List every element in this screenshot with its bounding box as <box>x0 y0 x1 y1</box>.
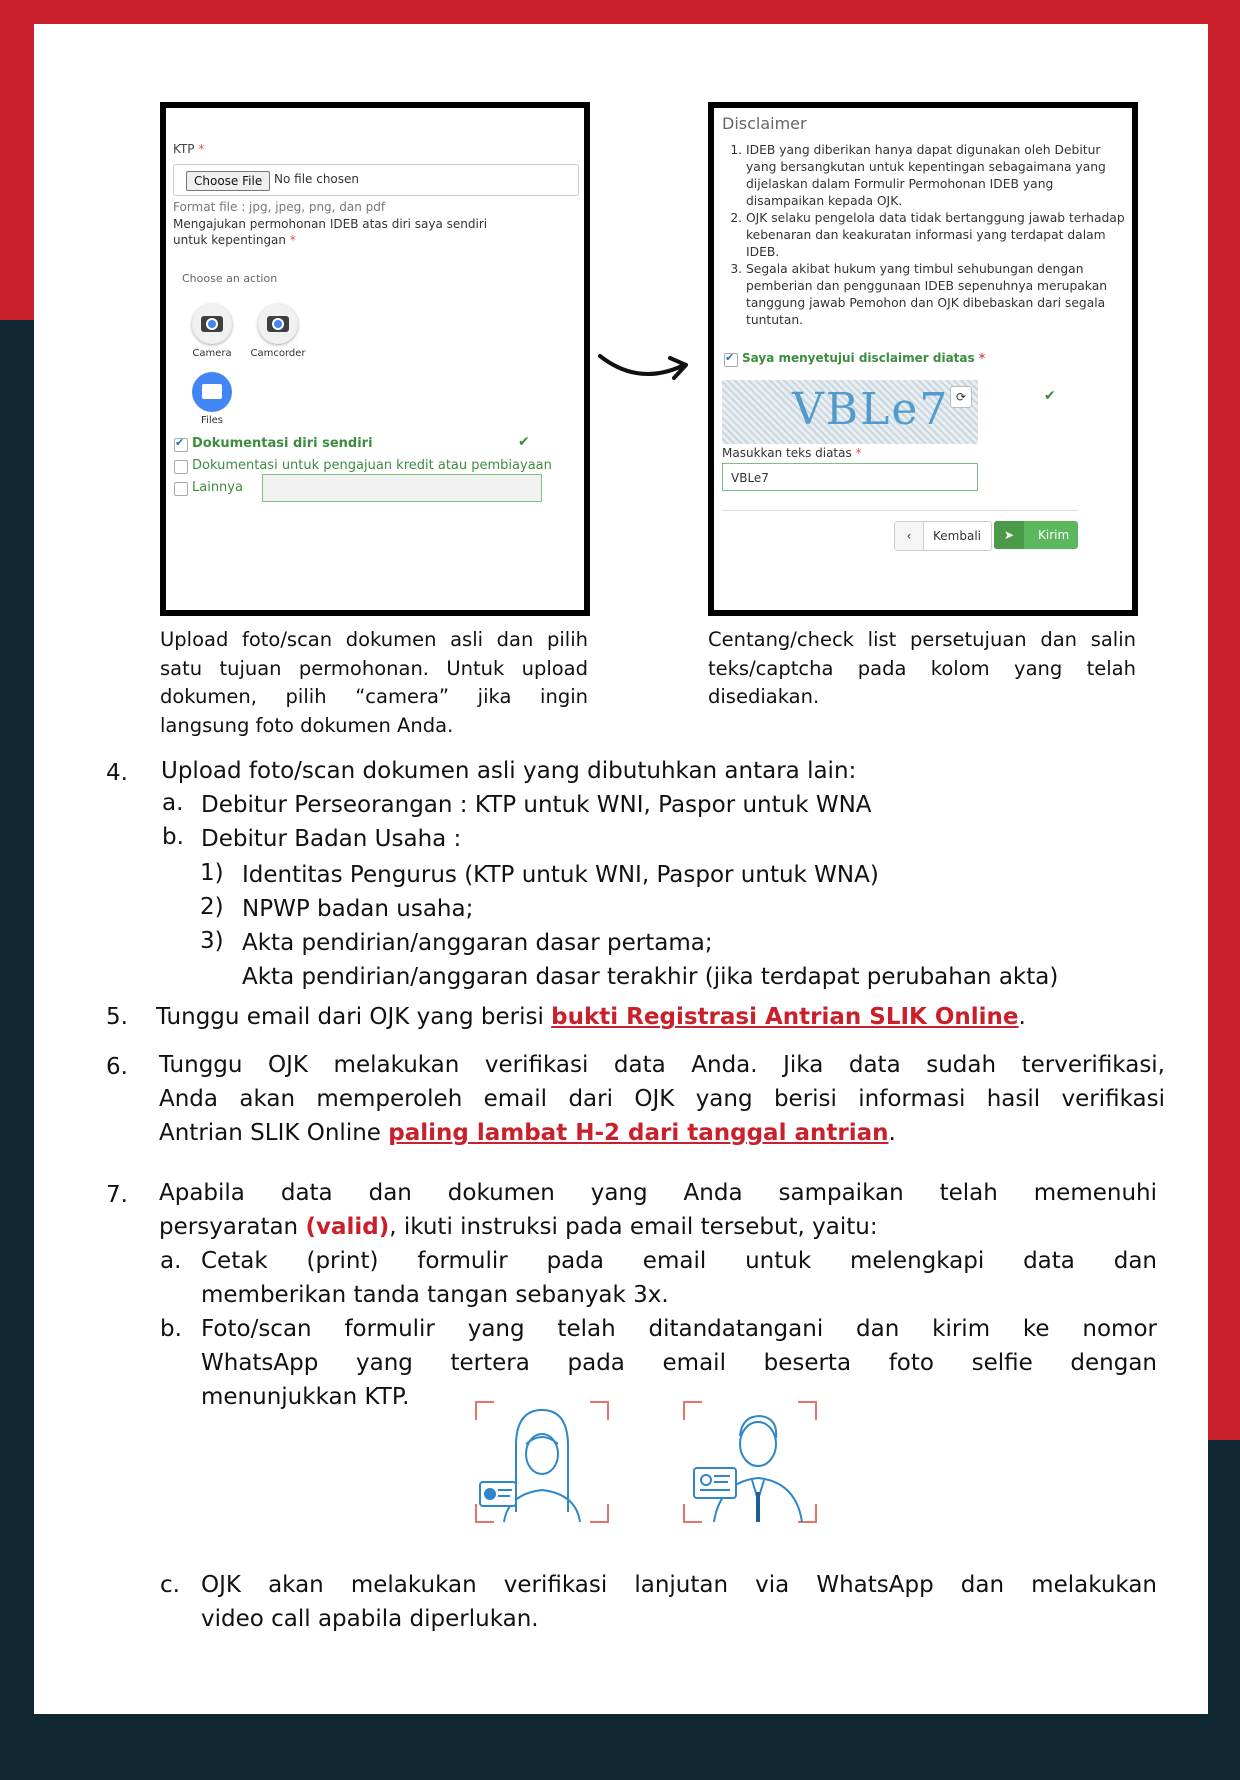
frame-corner-band <box>1208 1440 1240 1780</box>
step6-line2: Anda akan memperoleh email dari OJK yang berisi informasi hasil verifikasi <box>159 1086 1165 1112</box>
list-marker: b. <box>160 1316 182 1342</box>
opt2-label: Dokumentasi untuk pengajuan kredit atau pembiayaan <box>192 458 552 473</box>
other-purpose-input[interactable] <box>262 474 542 502</box>
camera-icon[interactable] <box>192 304 232 344</box>
step-number: 6. <box>106 1054 128 1080</box>
send-label: Kirim <box>1038 528 1070 542</box>
chevron-left-icon: ‹ <box>895 522 924 550</box>
camera-label: Camera <box>192 348 232 359</box>
list-marker: 2) <box>200 894 224 920</box>
step7-line1: Apabila data dan dokumen yang Anda sampaikan telah memenuhi <box>159 1180 1157 1206</box>
back-button[interactable] <box>894 521 992 551</box>
opt2-checkbox[interactable] <box>174 460 188 474</box>
step-number: 5. <box>106 1004 128 1030</box>
frame-top-band <box>0 0 1240 24</box>
step7-c1: OJK akan melakukan verifikasi lanjutan via WhatsApp dan melakukan <box>201 1572 1157 1598</box>
frame-left-band <box>0 0 34 320</box>
opt3-checkbox[interactable] <box>174 482 188 496</box>
opt1-label: Dokumentasi diri sendiri <box>192 436 373 451</box>
disclaimer-screenshot <box>708 102 1138 616</box>
step6-line1: Tunggu OJK melakukan verifikasi data Anda. Jika data sudah terverifikasi, <box>159 1052 1165 1078</box>
step7-b1: Foto/scan formulir yang telah ditandatangani dan kirim ke nomor <box>201 1316 1157 1342</box>
deadline-link[interactable]: paling lambat H-2 dari tanggal antrian <box>388 1120 889 1146</box>
man-holding-id-illustration <box>682 1400 818 1524</box>
list-marker: b. <box>162 824 184 850</box>
no-file-text: No file chosen <box>274 172 360 186</box>
step7-b3: menunjukkan KTP. <box>201 1384 410 1410</box>
caption-left: Upload foto/scan dokumen asli dan pilih satu tujuan permohonan. Untuk upload dokumen, pilih “camera” jika ingin langsung foto dokumen Anda. <box>160 628 588 737</box>
camcorder-icon[interactable] <box>258 304 298 344</box>
step-number: 4. <box>106 760 128 786</box>
camcorder-label: Camcorder <box>250 348 306 359</box>
caption-right: Centang/check list persetujuan dan salin teks/captcha pada kolom yang telah disediakan. <box>708 628 1136 708</box>
arrow-right-icon <box>594 346 700 390</box>
step7-line2: persyaratan (valid), ikuti instruksi pada email tersebut, yaitu: <box>159 1214 878 1240</box>
list-marker: a. <box>160 1248 182 1274</box>
step7-c2: video call apabila diperlukan. <box>201 1606 539 1632</box>
disclaimer-list <box>730 142 1130 329</box>
captcha-image <box>722 380 978 444</box>
step4-b1: Identitas Pengurus (KTP untuk WNI, Paspor untuk WNA) <box>242 862 879 888</box>
captcha-text: VBLe7 <box>792 384 950 435</box>
list-marker: 1) <box>200 860 224 886</box>
document-page <box>34 24 1208 1714</box>
agree-checkbox[interactable] <box>724 353 738 367</box>
check-icon: ✔ <box>518 434 530 450</box>
step-number: 7. <box>106 1182 128 1208</box>
divider <box>722 510 1078 511</box>
choose-action-label: Choose an action <box>182 272 278 285</box>
opt3-label: Lainnya <box>192 480 243 495</box>
disclaimer-item: 1. IDEB yang diberikan hanya dapat digunakan oleh Debitur yang bersangkutan untuk kepentingan sebagaimana yang dijelaskan dalam Formulir Permohonan IDEB yang disampaikan kepada OJK. <box>746 142 1130 210</box>
step6-line3: Antrian SLIK Online paling lambat H-2 dari tanggal antrian. <box>159 1120 896 1146</box>
step4-b2: NPWP badan usaha; <box>242 896 474 922</box>
step7-a2: memberikan tanda tangan sebanyak 3x. <box>201 1282 669 1308</box>
step5-text: Tunggu email dari OJK yang berisi bukti Registrasi Antrian SLIK Online. <box>156 1004 1026 1030</box>
disclaimer-item: 2. OJK selaku pengelola data tidak bertanggung jawab terhadap kebenaran dan keakuratan informasi yang terdapat dalam IDEB. <box>746 210 1130 261</box>
valid-highlight: (valid) <box>305 1214 390 1240</box>
format-note: Format file : jpg, jpeg, png, dan pdf <box>173 200 386 214</box>
woman-holding-id-illustration <box>474 1400 610 1524</box>
step7-a1: Cetak (print) formulir pada email untuk melengkapi data dan <box>201 1248 1157 1274</box>
disclaimer-item: 3. Segala akibat hukum yang timbul sehubungan dengan pemberian dan penggunaan IDEB sepenuhnya merupakan tanggung jawab Pemohon dan OJK dibebaskan dari segala tuntutan. <box>746 261 1130 329</box>
purpose-label: Mengajukan permohonan IDEB atas diri saya sendiri untuk kepentingan * <box>173 217 488 247</box>
send-icon: ➤ <box>994 521 1024 549</box>
opt1-checkbox[interactable] <box>174 438 188 452</box>
files-icon[interactable] <box>192 372 232 412</box>
list-marker: 3) <box>200 928 224 954</box>
refresh-icon[interactable]: ⟳ <box>950 386 972 408</box>
ktp-label: KTP * <box>173 142 205 156</box>
captcha-input[interactable]: VBLe7 <box>722 463 978 491</box>
step4-b3a: Akta pendirian/anggaran dasar pertama; <box>242 930 713 956</box>
step4-b3b: Akta pendirian/anggaran dasar terakhir (jika terdapat perubahan akta) <box>242 964 1059 990</box>
registration-link[interactable]: bukti Registrasi Antrian SLIK Online <box>551 1004 1019 1030</box>
upload-form-screenshot <box>160 102 590 616</box>
list-marker: c. <box>160 1572 180 1598</box>
step7-b2: WhatsApp yang tertera pada email beserta foto selfie dengan <box>201 1350 1157 1376</box>
disclaimer-title: Disclaimer <box>722 114 807 133</box>
choose-file-button[interactable]: Choose File <box>186 171 270 191</box>
captcha-label: Masukkan teks diatas * <box>722 446 862 460</box>
step4-b: Debitur Badan Usaha : <box>201 826 462 852</box>
files-label: Files <box>201 415 223 426</box>
list-marker: a. <box>162 790 184 816</box>
check-icon: ✔ <box>1044 388 1056 404</box>
step4-a: Debitur Perseorangan : KTP untuk WNI, Paspor untuk WNA <box>201 792 872 818</box>
file-input[interactable] <box>173 164 579 196</box>
send-button[interactable] <box>994 521 1078 549</box>
agree-label: Saya menyetujui disclaimer diatas * <box>742 351 986 365</box>
step4-text: Upload foto/scan dokumen asli yang dibutuhkan antara lain: <box>161 758 857 784</box>
back-label: Kembali <box>933 529 981 543</box>
